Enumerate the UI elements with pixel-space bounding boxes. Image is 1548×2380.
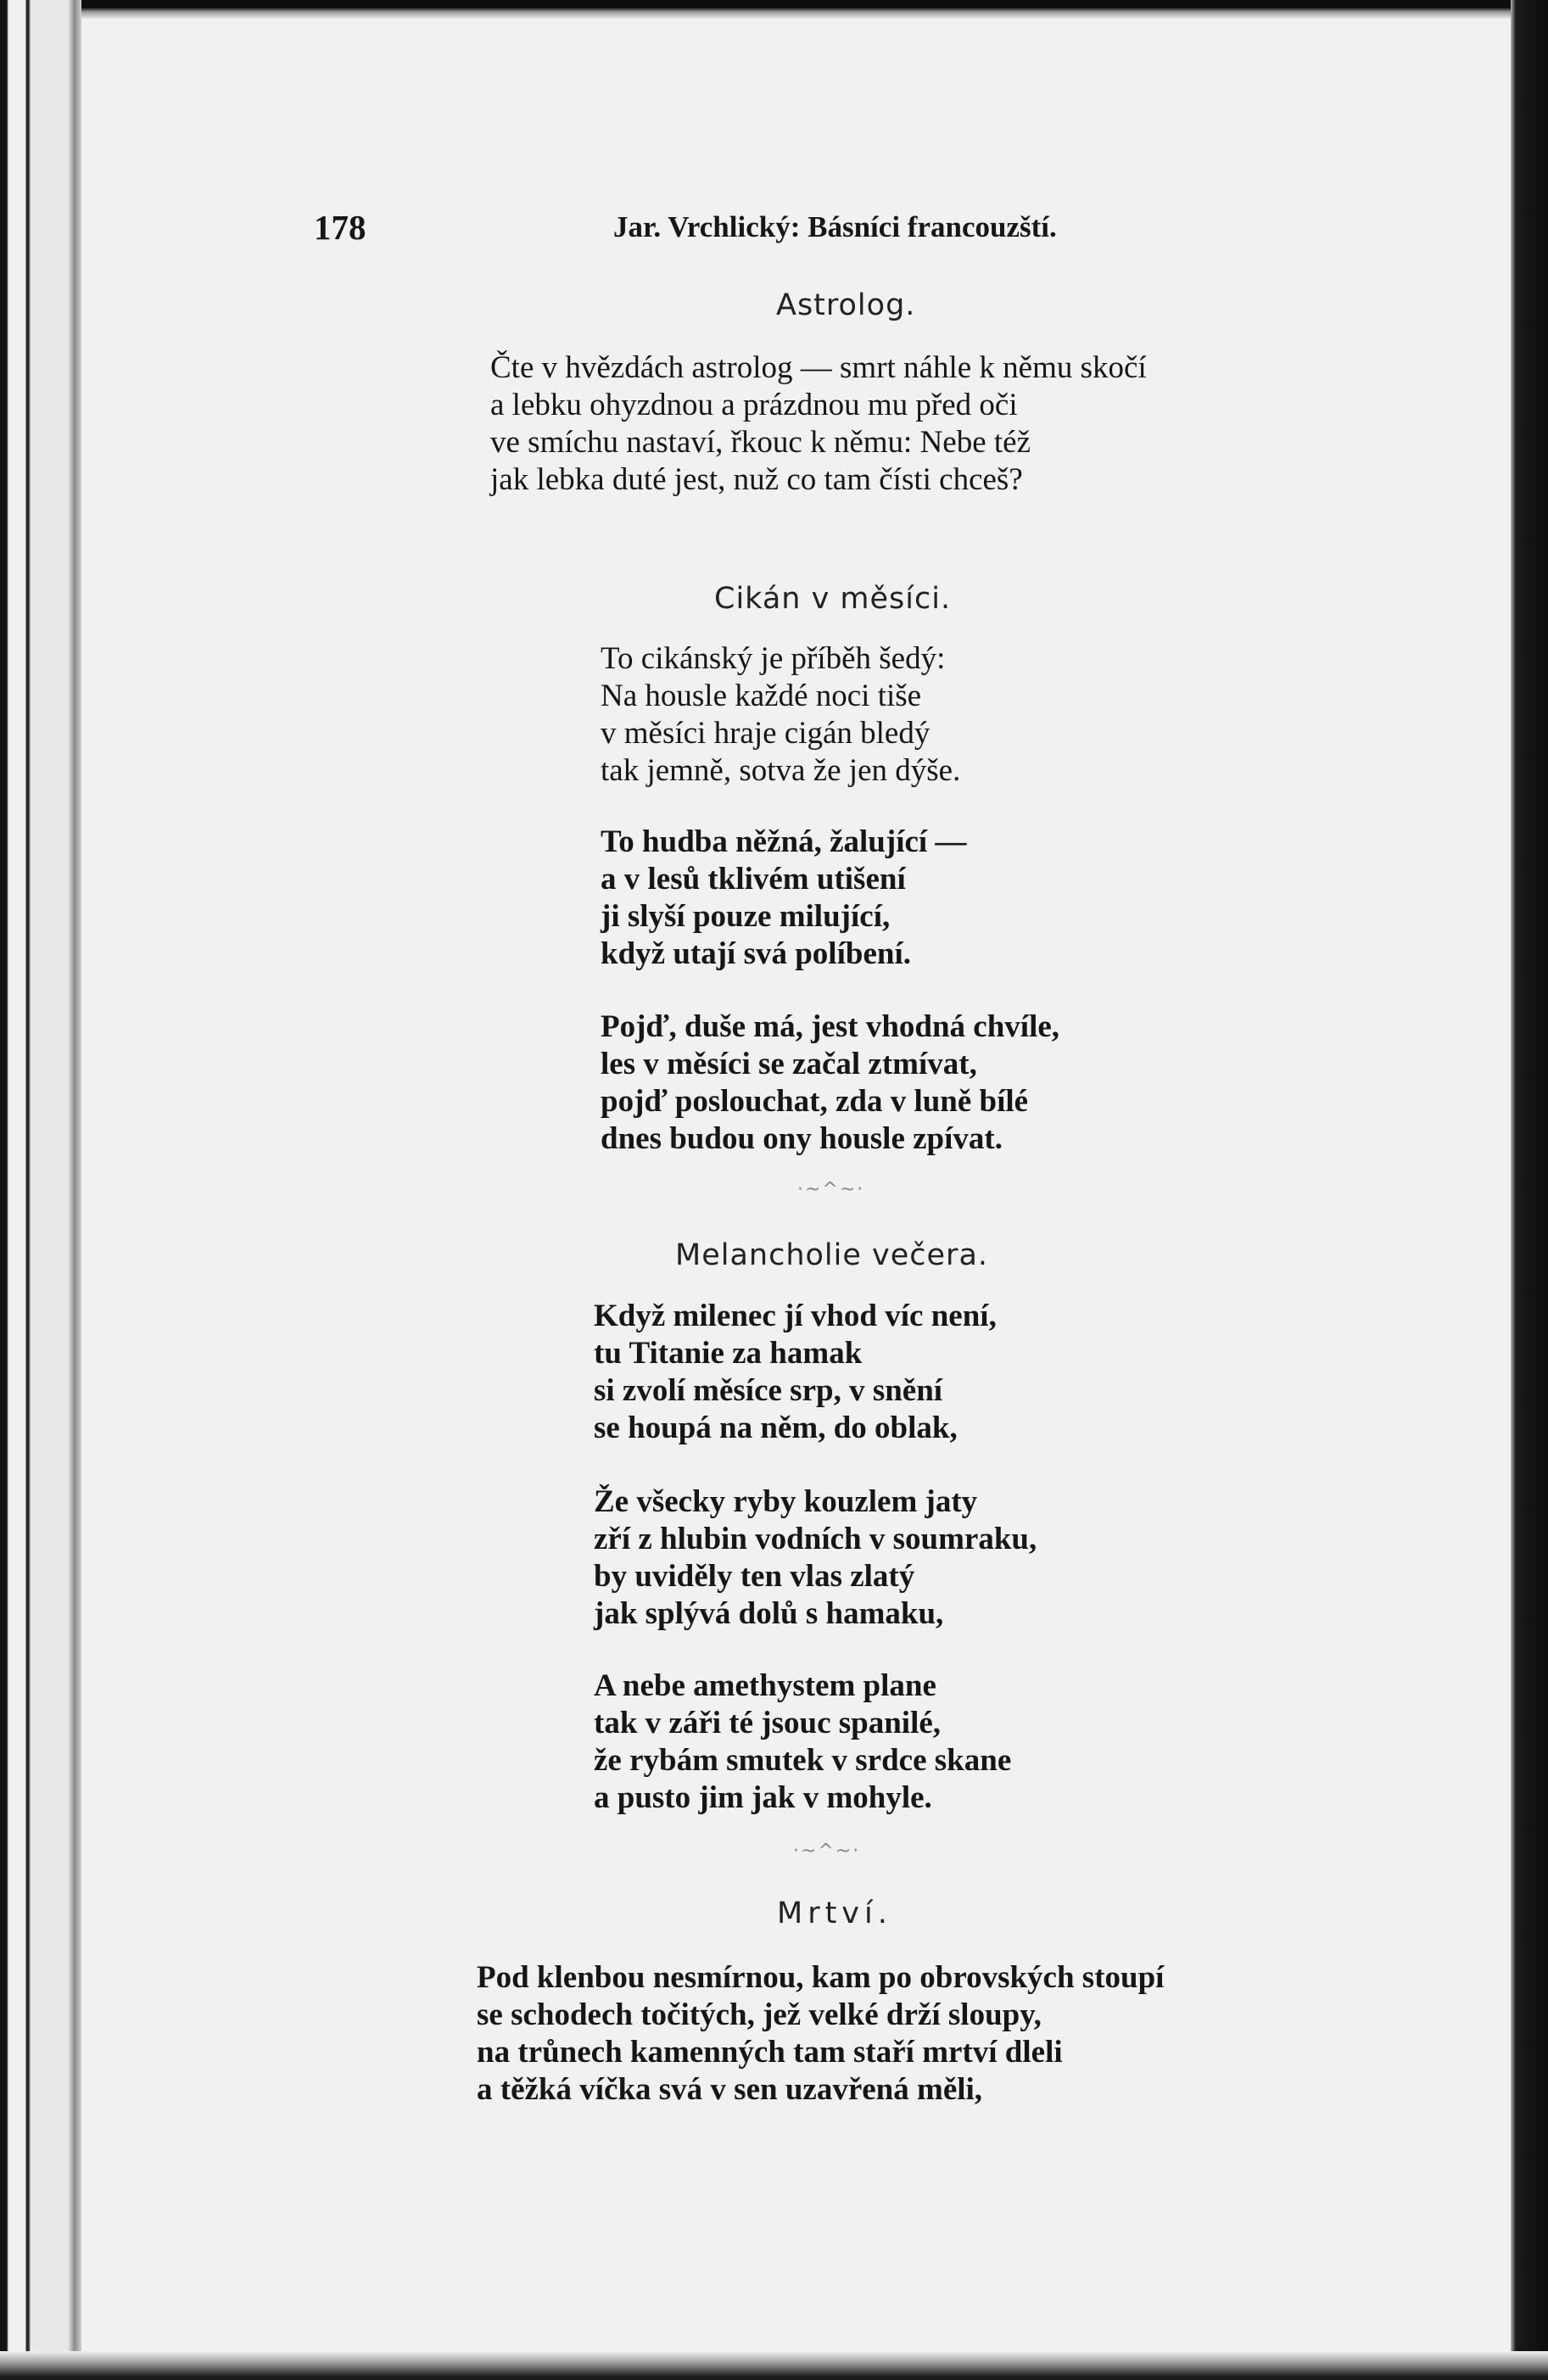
stanza [490,349,1147,499]
verse-line: Že všecky ryby kouzlem jaty [594,1484,978,1519]
verse-line: To hudba něžná, žalující — [601,824,967,859]
verse-line: že rybám smutek v srdce skane [594,1743,1012,1778]
verse-line: a lebku ohyzdnou a prázdnou mu před oči [490,388,1018,422]
section-separator: ·~^~· [793,1841,861,1862]
verse-line: pojď poslouchat, zda v luně bílé [601,1084,1029,1119]
poem-title-mrtvi: Mrtví. [777,1897,892,1930]
verse-line: Když milenec jí vhod víc není, [594,1299,997,1333]
stanza [477,1959,1164,2109]
verse-line: se schodech točitých, jež velké drží sloupy, [477,1997,1042,2032]
verse-line: ji slyší pouze milující, [601,899,891,934]
verse-line: a v lesů tklivém utišení [601,862,906,897]
verse-line: a těžká víčka svá v sen uzavřená měli, [477,2072,983,2107]
verse-line: na trůnech kamenných tam staří mrtví dleli [477,2035,1063,2070]
page-header [0,207,1548,249]
page-edge-right [1511,0,1548,2380]
section-separator: ·~^~· [797,1179,865,1200]
verse-line: zří z hlubin vodních v soumraku, [594,1522,1037,1556]
poem-title-melancholie: Melancholie večera. [675,1238,989,1272]
verse-line: tak v záři té jsouc spanilé, [594,1706,942,1740]
stanza [594,1483,1037,1633]
verse-line: tu Titanie za hamak [594,1336,863,1371]
verse-line: tak jemně, sotva že jen dýše. [601,753,961,788]
verse-line: jak lebka duté jest, nuž co tam čísti chceš? [490,462,1023,497]
running-head: Jar. Vrchlický: Básníci francouzští. [613,210,1057,243]
stanza [601,824,966,973]
verse-line: dnes budou ony housle zpívat. [601,1121,1003,1156]
stanza [601,1008,1059,1158]
verse-line: To cikánský je příběh šedý: [601,641,946,676]
stanza [594,1668,1011,1817]
verse-line: by uviděly ten vlas zlatý [594,1559,915,1594]
verse-line: v měsíci hraje cigán bledý [601,716,930,751]
verse-line: A nebe amethystem plane [594,1668,936,1703]
page-edge-bottom [0,2351,1548,2380]
page-edge-top [0,0,1548,19]
verse-line: Pod klenbou nesmírnou, kam po obrovských stoupí [477,1960,1165,1995]
page-number: 178 [314,208,366,247]
stanza [594,1298,997,1447]
page-edge-left [0,0,81,2380]
verse-line: se houpá na něm, do oblak, [594,1411,958,1445]
verse-line: Na housle každé noci tiše [601,679,922,713]
poem-title-astrolog: Astrolog. [776,288,916,322]
verse-line: Pojď, duše má, jest vhodná chvíle, [601,1009,1060,1044]
verse-line: ve smíchu nastaví, řkouc k němu: Nebe též [490,425,1031,460]
poem-title-cikan: Cikán v měsíci. [714,582,952,616]
verse-line: Čte v hvězdách astrolog — smrt náhle k němu skočí [490,350,1147,385]
verse-line: les v měsíci se začal ztmívat, [601,1047,977,1081]
verse-line: a pusto jim jak v mohyle. [594,1780,932,1815]
verse-line: si zvolí měsíce srp, v snění [594,1373,943,1408]
verse-line: když utají svá políbení. [601,936,911,971]
verse-line: jak splývá dolů s hamaku, [594,1596,944,1631]
stanza [601,640,960,790]
